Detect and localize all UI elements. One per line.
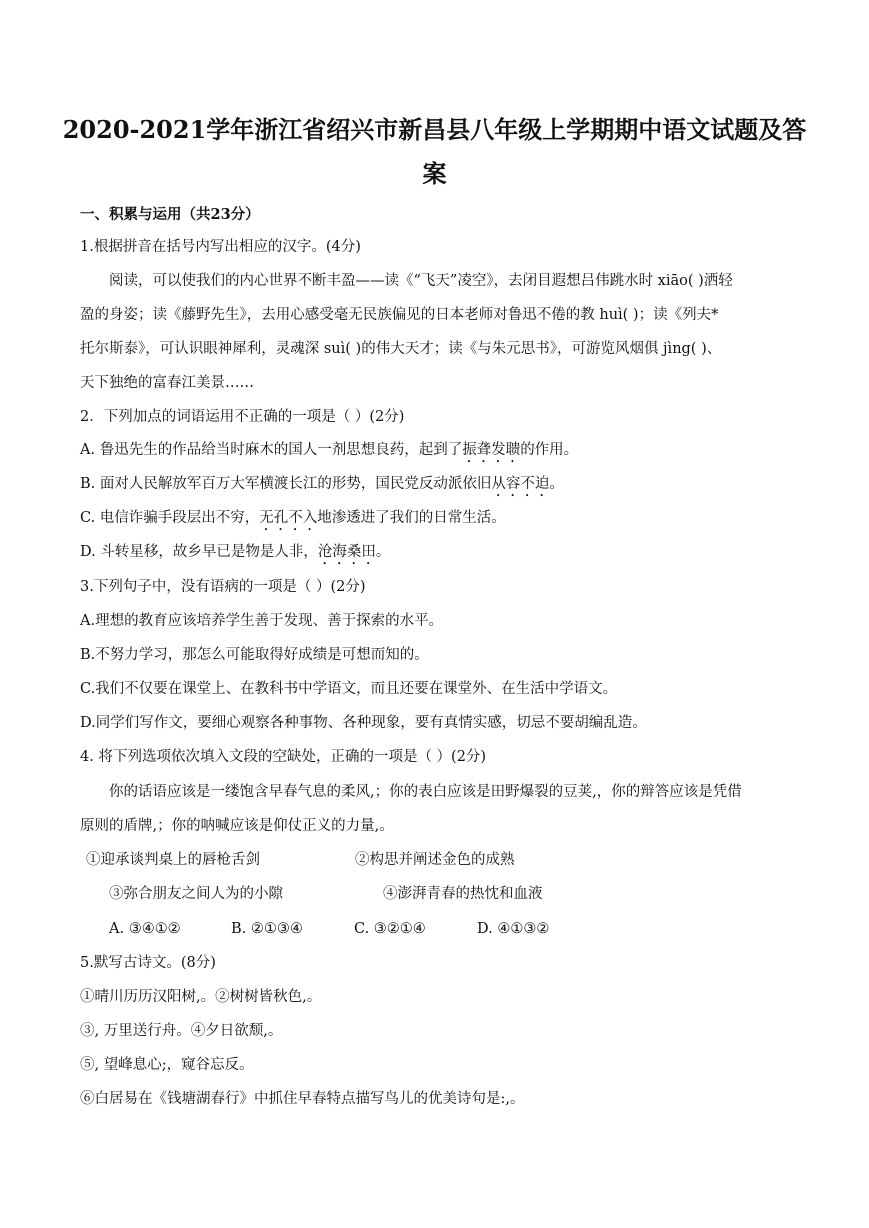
q1-para-line: 阅读，可以使我们的内心世界不断丰盈——读《“飞天”凌空》，去闭目遐想吕伟跳水时 xiāo( )洒轻 bbox=[109, 273, 733, 289]
option-text: A. 鲁迅先生的作品给当时麻木的国人一剂思想良药，起到了 bbox=[80, 442, 463, 458]
q3-stem: 3.下列句子中，没有语病的一项是（ ）(2分) bbox=[80, 579, 366, 595]
q4-para-line: 原则的盾牌,；你的呐喊应该是仰仗正义的力量,。 bbox=[80, 818, 394, 834]
option-text: 的作用。 bbox=[520, 442, 579, 458]
option-text: 。 bbox=[375, 544, 391, 560]
q5-line: ①晴川历历汉阳树,。②树树皆秋色,。 bbox=[80, 989, 322, 1005]
q4-stem: 4. 将下列选项依次填入文段的空缺处，正确的一项是（ ）(2分) bbox=[80, 749, 487, 765]
q5-line: ⑤, 望峰息心;，窥谷忘反。 bbox=[80, 1057, 254, 1073]
option-text: D. 斗转星移，故乡早已是物是人非， bbox=[80, 544, 318, 560]
q1-stem: 1.根据拼音在括号内写出相应的汉字。(4分) bbox=[80, 239, 361, 255]
section-heading: 一、积累与运用（共23分） bbox=[80, 206, 260, 223]
document-title bbox=[60, 108, 809, 196]
q5-stem: 5.默写古诗文。(8分) bbox=[80, 955, 216, 971]
q2-option-c bbox=[80, 508, 790, 534]
option-text: 地渗透进了我们的日常生活。 bbox=[317, 510, 506, 526]
q3-option-c: C.我们不仅要在课堂上、在教科书中学语文，而且还要在课堂外、在生活中学语文。 bbox=[80, 681, 618, 697]
q1-para-line: 天下独绝的富春江美景…… bbox=[80, 375, 254, 391]
q2-option-a bbox=[80, 440, 790, 466]
option-text: 。 bbox=[549, 476, 564, 492]
q4-phrase-1: ①迎承谈判桌上的唇枪舌剑 bbox=[86, 852, 260, 868]
q4-choice-b: B. ②①③④ bbox=[231, 921, 303, 937]
dotted-term: 沧海桑田 bbox=[317, 544, 376, 560]
option-text: C. 电信诈骗手段层出不穷， bbox=[80, 510, 260, 526]
q4-para-line: 你的话语应该是一缕饱含早春气息的柔风,；你的表白应该是田野爆裂的豆荚,，你的辩答应该是凭借 bbox=[109, 784, 742, 800]
q3-option-a: A.理想的教育应该培养学生善于发现、善于探索的水平。 bbox=[80, 613, 444, 629]
q1-para-line: 托尔斯泰》，可认识眼神犀利，灵魂深 suì( )的伟大天才；读《与朱元思书》，可游览风烟俱 jìng( )、 bbox=[80, 341, 722, 357]
q4-choice-d: D. ④①③② bbox=[477, 921, 550, 937]
q3-option-b: B.不努力学习，那怎么可能取得好成绩是可想而知的。 bbox=[80, 647, 429, 663]
q5-line: ③, 万里送行舟。④夕日欲颓,。 bbox=[80, 1023, 283, 1039]
q3-option-d: D.同学们写作文，要细心观察各种事物、各种现象，要有真情实感，切忌不要胡编乱造。 bbox=[80, 715, 647, 731]
title-line-1: 2020-2021学年浙江省绍兴市新昌县八年级上学期期中语文试题及答 bbox=[62, 115, 807, 144]
q2-stem: 2．下列加点的词语运用不正确的一项是（ ）(2分) bbox=[80, 409, 405, 425]
q2-option-b bbox=[80, 474, 790, 500]
q4-choice-c: C. ③②①④ bbox=[354, 921, 426, 937]
dotted-term: 振聋发聩 bbox=[462, 442, 521, 458]
q4-phrase-2: ②构思并阐述金色的成熟 bbox=[355, 852, 515, 868]
q4-phrase-4: ④澎湃青春的热忱和血液 bbox=[383, 886, 543, 902]
q2-option-d bbox=[80, 542, 790, 568]
q5-line: ⑥白居易在《钱塘湖春行》中抓住早春特点描写鸟儿的优美诗句是:,。 bbox=[80, 1091, 525, 1107]
dotted-term: 从容不迫 bbox=[491, 476, 550, 492]
dotted-term: 无孔不入 bbox=[259, 510, 318, 526]
option-text: B. 面对人民解放军百万大军横渡长江的形势，国民党反动派依旧 bbox=[80, 476, 492, 492]
q4-choice-a: A. ③④①② bbox=[109, 921, 181, 937]
q4-phrase-3: ③弥合朋友之间人为的小隙 bbox=[109, 886, 283, 902]
title-line-2: 案 bbox=[422, 159, 447, 188]
q1-para-line: 盈的身姿；读《藤野先生》，去用心感受毫无民族偏见的日本老师对鲁迅不倦的教 huì( )；读《列夫* bbox=[80, 307, 719, 323]
